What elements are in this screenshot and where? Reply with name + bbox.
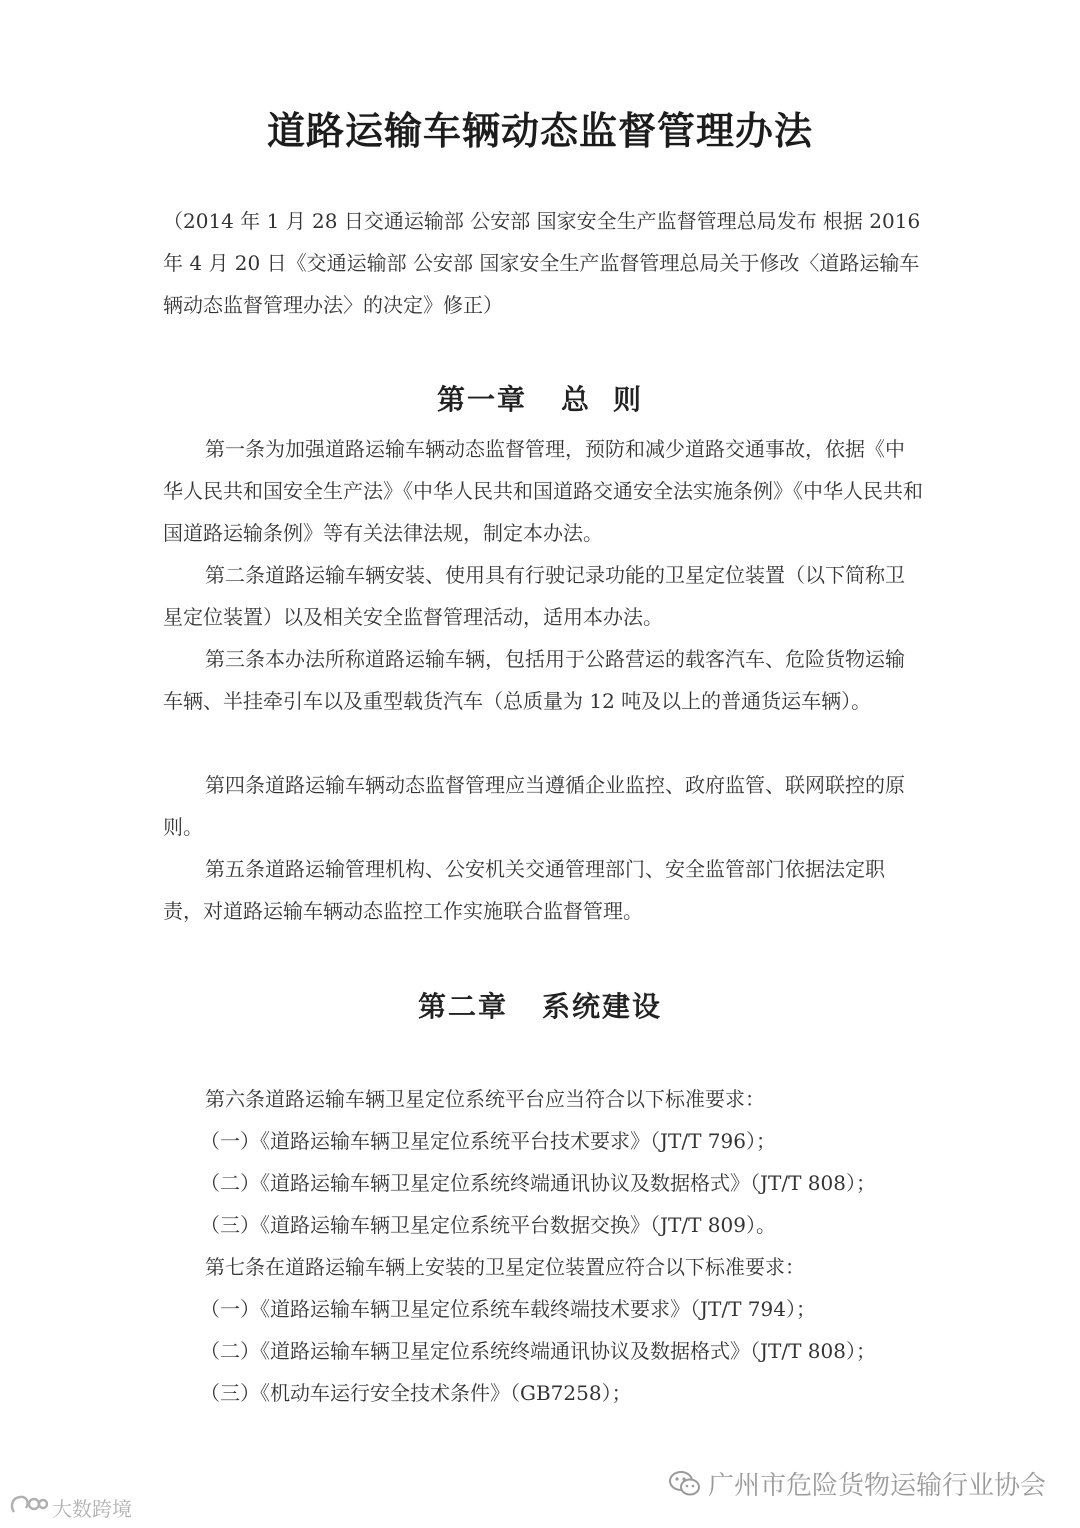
article-2: 第二条道路运输车辆安装、使用具有行驶记录功能的卫星定位装置（以下简称卫星定位装置）以及相关安全监督管理活动，适用本办法。 (163, 563, 905, 629)
article-7-item-2: （二）《道路运输车辆卫星定位系统终端通讯协议及数据格式》（JT/T 808）； (200, 1339, 876, 1363)
wechat-watermark (668, 1465, 1046, 1502)
article-6-item-1: （一）《道路运输车辆卫星定位系统平台技术要求》（JT/T 796）； (200, 1129, 776, 1153)
article-5: 第五条道路运输管理机构、公安机关交通管理部门、安全监管部门依据法定职责，对道路运输车辆动态监控工作实施联合监督管理。 (163, 857, 885, 923)
chapter-1-name-a: 总 (560, 383, 591, 416)
article-7-item-1: （一）《道路运输车辆卫星定位系统车载终端技术要求》（JT/T 794）； (200, 1297, 816, 1321)
article-7: 第七条在道路运输车辆上安装的卫星定位装置应符合以下标准要求： (205, 1255, 805, 1279)
brand-name: 大数跨境 (52, 1497, 132, 1521)
brand-watermark (8, 1492, 132, 1523)
article-3: 第三条本办法所称道路运输车辆，包括用于公路营运的载客汽车、危险货物运输车辆、半挂牵引车以及重型载货汽车（总质量为 12 吨及以上的普通货运车辆）。 (163, 647, 905, 713)
chapter-2-name: 系统建设 (542, 990, 663, 1023)
chapter-1-heading (0, 378, 1080, 418)
chapter-1-prefix: 第一章 (436, 383, 527, 416)
article-7-item-3: （三）《机动车运行安全技术条件》（GB7258）； (200, 1381, 632, 1405)
brand-logo-icon (8, 1492, 48, 1523)
article-6: 第六条道路运输车辆卫星定位系统平台应当符合以下标准要求： (205, 1087, 765, 1111)
wechat-icon (668, 1469, 702, 1499)
chapter-2-heading (0, 985, 1080, 1025)
article-6-item-2: （二）《道路运输车辆卫星定位系统终端通讯协议及数据格式》（JT/T 808）； (200, 1171, 876, 1195)
wechat-account-name: 广州市危险货物运输行业协会 (707, 1471, 1046, 1501)
document-subtitle: （2014 年 1 月 28 日交通运输部 公安部 国家安全生产监督管理总局发布 根据 2016 年 4 月 20 日《交通运输部 公安部 国家安全生产监督管理总局关于修改〈道路运输车辆动态监督管理办法〉的决定》修正） (163, 209, 921, 317)
chapter-2-prefix: 第二章 (417, 990, 508, 1023)
chapter-1-name-b: 则 (613, 383, 644, 416)
article-1: 第一条为加强道路运输车辆动态监督管理，预防和减少道路交通事故，依据《中华人民共和国安全生产法》《中华人民共和国道路交通安全法实施条例》《中华人民共和国道路运输条例》等有关法律法规，制定本办法。 (163, 437, 923, 545)
document-title: 道路运输车辆动态监督管理办法 (266, 109, 813, 153)
article-6-item-3: （三）《道路运输车辆卫星定位系统平台数据交换》（JT/T 809）。 (200, 1213, 776, 1237)
article-4: 第四条道路运输车辆动态监督管理应当遵循企业监控、政府监管、联网联控的原则。 (163, 773, 905, 839)
